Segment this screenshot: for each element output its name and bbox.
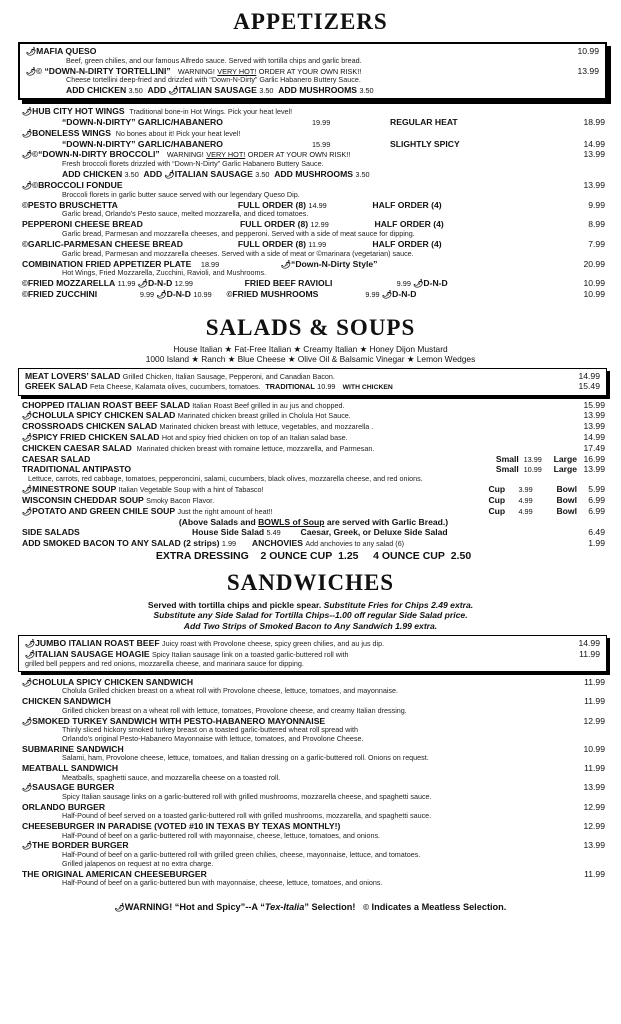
chili-icon: 🌶 — [26, 66, 37, 76]
sandwiches-list: 🌶 CHOLULA SPICY CHICKEN SANDWICH 11.99 Cholula Grilled chicken breast on a wheat roll with Provolone cheese, lettuce, tomatoes, and mayonnaise. CHICKEN SANDWICH 11.99 Grilled chicken breast on a wheat roll with lettuce, tomatoes, Provolone cheese, and creamy Italian dressing. 🌶 SMOKED TURKEY SANDWICH WITH PESTO-HABANERO MAYONNAISE 12.99 Thinly sliced hickory smoked turkey breast on a toasted garlic-buttered wheat roll spread with Orlando’s original Pesto-Habanero Mayonnaise with lettuce, tomatoes, and Provolone Cheese. SUBMARINE SANDWICH 10.99 Salami, ham, Provolone cheese, lettuce, tomatoes, and Italian dressing on a garlic-buttered roll. Onions on request. MEATBALL SANDWICH 11.99 Meatballs, spaghetti sauce, and mozzarella cheese on a toasted roll. 🌶 SAUSAGE BURGER 13.99 Spicy Italian sausage links on a garlic-buttered roll with grilled mushrooms, mozzarella cheese, and spaghetti sauce. ORLANDO BURGER 12.99 Half-Pound of beef served on a toasted garlic-buttered roll with grilled mushrooms, mozzarella, and spaghetti sauce. CHEESEBURGER IN PARADISE (VOTED #10 IN TEXAS BY TEXAS MONTHLY!) 12.99 Half-Pound of beef on a garlic-buttered roll with mayonnaise, cheese, lettuce, tomatoes, and onions. 🌶 THE BORDER BURGER 13.99 Half-Pound of beef on a garlic-buttered roll with grilled green chilies, cheese, mayonnaise, lettuce, and tomatoes. Grilled jalapenos on request at no extra charge. THE ORIGINAL AMERICAN CHEESEBURGER 11.99 Half-Pound of beef on a garlic-buttered bun with mayonnaise, cheese, lettuce, tomatoes, and onions. — [22, 676, 605, 888]
featured-salads-box: MEAT LOVERS’ SALAD Grilled Chicken, Italian Sausage, Pepperoni, and Canadian Bacon. 14.99 GREEK SALAD Feta Cheese, Kalamata olives, cucumbers, tomatoes. TRADITIONAL 10.99 WITH CHICKEN 15.49 — [18, 368, 607, 396]
chili-icon: 🌶 — [137, 279, 148, 289]
meatless-icon: © — [22, 290, 28, 300]
chili-icon: 🌶 — [22, 841, 33, 851]
featured-sandwiches-box: 🌶 JUMBO ITALIAN ROAST BEEF Juicy roast with Provolone cheese, spicy green chilies, and au jus dip. 14.99 🌶 ITALIAN SAUSAGE HOAGIE Spicy Italian sausage link on a toasted garlic-buttered roll with 11.99 grilled bell peppers and red onions, mozzarella cheese, and marinara sauce for dipping. — [18, 635, 607, 671]
chili-icon: 🌶 — [22, 716, 33, 726]
meatless-icon: © — [363, 902, 369, 912]
chili-icon: 🌶 — [22, 783, 33, 793]
dressings-line-1: House Italian ★ Fat-Free Italian ★ Creamy Italian ★ Honey Dijon Mustard — [173, 344, 448, 355]
chili-icon: 🌶 — [22, 485, 33, 495]
meatless-icon: © — [32, 150, 39, 160]
chili-icon: 🌶 — [26, 47, 37, 57]
featured-appetizers-box: 🌶 MAFIA QUESO 10.99 Beef, green chilies, and our famous Alfredo sauce. Served with tortilla chips and garlic bread. 🌶 © “DOWN-N-DIRTY TORTELLINI” WARNING! VERY HOT! ORDER AT YOUR OWN RISK!! 13.99 Cheese tortellini deep-fried and drizzled with “Down-N-Dirty” Garlic Habanero Buttery Sauce. ADD CHICKEN 3.50 ADD 🌶 ITALIAN SAUSAGE 3.50 ADD MUSHROOMS 3.50 — [18, 42, 607, 100]
chili-icon: 🌶 — [22, 150, 33, 160]
tortellini: 🌶 © “DOWN-N-DIRTY TORTELLINI” WARNING! VERY HOT! ORDER AT YOUR OWN RISK!! 13.99 — [26, 65, 599, 76]
menu-page — [10, 0, 611, 913]
chili-icon: 🌶 — [22, 411, 33, 421]
sandwich-note-1: Served with tortilla chips and pickle spear. Substitute Fries for Chips 2.49 extra. — [147, 599, 474, 610]
appetizers-title: APPETIZERS — [233, 9, 388, 34]
salads-title: SALADS & SOUPS — [205, 315, 416, 341]
chili-icon: 🌶 — [22, 181, 33, 191]
meatless-icon: © — [22, 200, 28, 210]
chili-icon: 🌶 — [413, 279, 424, 289]
meatless-icon: © — [22, 239, 28, 249]
garlic-bread-note: (Above Salads and BOWLS of Soup are served with Garlic Bread.) — [178, 516, 449, 527]
chili-icon: 🌶 — [156, 290, 167, 300]
meatless-icon: © — [36, 66, 43, 76]
chili-icon: 🌶 — [25, 650, 36, 660]
chili-icon: 🌶 — [22, 677, 33, 687]
chili-icon: 🌶 — [164, 170, 175, 180]
chili-icon: 🌶 — [22, 506, 33, 516]
chili-icon: 🌶 — [25, 639, 36, 649]
mafia-queso: 🌶 MAFIA QUESO 10.99 — [26, 46, 599, 57]
sandwich-note-2: Substitute any Side Salad for Tortilla Chips--1.00 off regular Side Salad price. — [153, 610, 468, 621]
sandwich-note-3: Add Two Strips of Smoked Bacon to Any Sandwich 1.99 extra. — [183, 620, 438, 631]
extra-dressing: EXTRA DRESSING 2 OUNCE CUP 1.25 4 OUNCE CUP 2.50 — [155, 550, 472, 563]
chili-icon: 🌶 — [22, 107, 33, 117]
dressings-line-2: 1000 Island ★ Ranch ★ Blue Cheese ★ Olive Oil & Balsamic Vinegar ★ Lemon Wedges — [145, 354, 476, 365]
meatless-icon: © — [22, 279, 28, 289]
chili-icon: 🌶 — [382, 290, 393, 300]
meatless-icon: © — [32, 181, 39, 191]
appetizers-list: 🌶 HUB CITY HOT WINGS Traditional bone-in Hot Wings. Pick your heat level! “DOWN-N-DIRTY” GARLIC/HABANERO 19.99 REGULAR HEAT 18.99 🌶 BONELESS WINGS No bones about it! Pick your heat level! “DOWN-N-DIRTY” GARLIC/HABANERO 15.99 SLIGHTLY SPICY 14.99 🌶 © “DOWN-N-DIRTY BROCCOLI” WARNING! VERY HOT! ORDER AT YOUR OWN RISK!! 13.99 Fresh broccoli florets drizzled with “Down-N-Dirty” Garlic Habanero Buttery Sauce. ADD CHICKEN 3.50 ADD 🌶 ITALIAN SAUSAGE 3.50 ADD MUSHROOMS 3.50 🌶 © BROCCOLI FONDUE 13.99 Broccoli florets in garlic butter sauce served with our legendary Queso Dip. © PESTO BRUSCHETTA FULL ORDER (8) 14.99 HALF ORDER (4) 9.99 Garlic bread, Orlando’s Pesto sauce, melted mozzarella, and diced tomatoes. PEPPERONI CHEESE BREAD FULL ORDER (8) 12.99 HALF ORDER (4) 8.99 Garlic bread, Parmesan and mozzarella cheeses, and pepperoni. Served with a side of meat sauce for dipping. © GARLIC-PARMESAN CHEESE BREAD FULL ORDER (8) 11.99 HALF ORDER (4) 7.99 Garlic bread, Parmesan and mozzarella cheeses. Served with a side of meat or ©marinara (vegetarian) sauce. COMBINATION FRIED APPETIZER PLATE 18.99 🌶 “Down-N-Dirty Style” 20.99 Hot Wings, Fried Mozzarella, Zucchini, Ravioli, and Mushrooms. © FRIED MOZZARELLA 11.99 🌶 D-N-D 12.99 FRIED BEEF RAVIOLI 9.99 🌶 D-N-D 10.99 © FRIED ZUCCHINI 9.99 🌶 D-N-D 10.99 © FRIED MUSHROOMS 9.99 🌶 D-N-D 10.99 — [22, 106, 605, 300]
chili-icon: 🌶 — [22, 128, 33, 138]
chili-icon: 🌶 — [114, 902, 125, 912]
chili-icon: 🌶 — [168, 86, 179, 96]
chili-icon: 🌶 — [280, 259, 292, 269]
sandwiches-title: SANDWICHES — [226, 569, 395, 595]
legend-footer: 🌶WARNING! “Hot and Spicy”--A “Tex-Italia” Selection! © Indicates a Meatless Selection. — [114, 901, 507, 912]
chili-icon: 🌶 — [22, 433, 33, 442]
meatless-icon: © — [226, 290, 233, 300]
salads-list: CHOPPED ITALIAN ROAST BEEF SALAD Italian Roast Beef grilled in au jus and chopped. 15.99 🌶 CHOLULA SPICY CHICKEN SALAD Marinated chicken breast grilled in Cholula Hot Sauce. 13.99 CROSSROADS CHICKEN SALAD Marinated chicken breast with lettuce, vegetables, and mozzarella . 13.99 🌶 SPICY FRIED CHICKEN SALAD Hot and spicy fried chicken on top of an Italian salad base. 14.99 CHICKEN CAESAR SALAD Marinated chicken breast with romaine lettuce, mozzarella, and Parmesan. 17.49 CAESAR SALAD Small 13.99 Large 16.99 TRADITIONAL ANTIPASTO Small 10.99 Large 13.99 Lettuce, carrots, red cabbage, tomatoes, pepperoncini, salami, cucumbers, black olives, mozzarella cheese, and red onions. 🌶 MINESTRONE SOUP Italian Vegetable Soup with a hint of Tabasco! Cup 3.99 Bowl 5.99 WISCONSIN CHEDDAR SOUP Smoky Bacon Flavor. Cup 4.99 Bowl 6.99 🌶 POTATO AND GREEN CHILE SOUP Just the right amount of heat!! Cup 4.99 Bowl 6.99 (Above Salads and BOWLS of Soup are served with Garlic Bread.) SIDE SALADS House Side Salad 5.49 Caesar, Greek, or Deluxe Side Salad 6.49 ADD SMOKED BACON TO ANY SALAD (2 strips) 1.99 ANCHOVIES Add anchovies to any salad (6) 1.99 EXTRA DRESSING 2 OUNCE CUP 1.25 4 OUNCE CUP 2.50 — [22, 399, 605, 563]
tortellini-addons: ADD CHICKEN 3.50 ADD 🌶 ITALIAN SAUSAGE 3.50 ADD MUSHROOMS 3.50 — [66, 85, 374, 96]
